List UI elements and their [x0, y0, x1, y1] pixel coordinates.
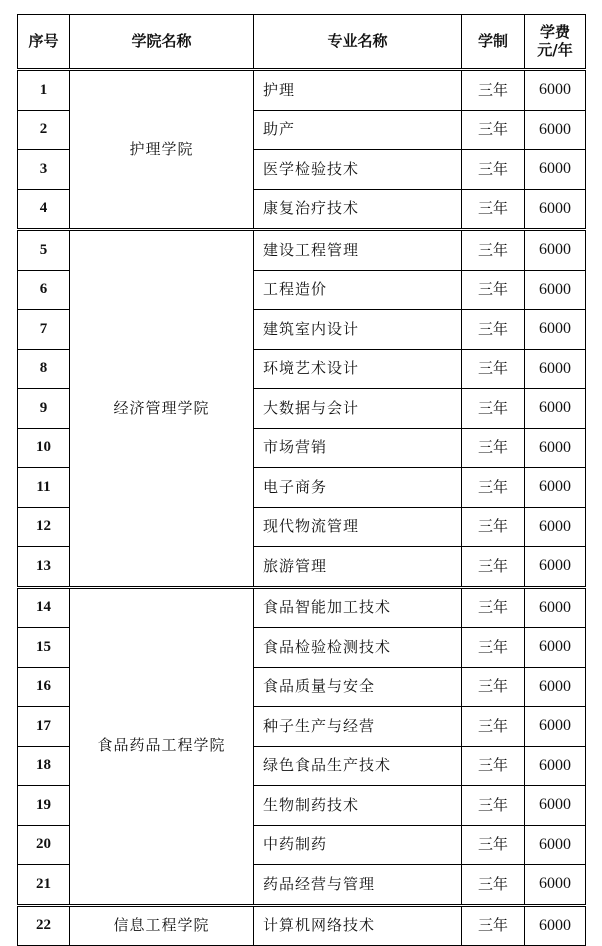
table-row: [18, 905, 586, 946]
fee-cell: 6000: [525, 667, 586, 707]
major-name-cell: 助产: [254, 110, 462, 150]
major-name-cell: 现代物流管理: [254, 507, 462, 547]
major-name-cell: 医学检验技术: [254, 150, 462, 190]
row-index: 21: [18, 865, 70, 906]
major-name-cell: 环境艺术设计: [254, 349, 462, 389]
table-body: [18, 70, 586, 946]
college-name-cell: 食品药品工程学院: [70, 587, 254, 905]
major-name-cell: 种子生产与经营: [254, 707, 462, 747]
major-name-cell: 计算机网络技术: [254, 905, 462, 946]
major-name-cell: 药品经营与管理: [254, 865, 462, 906]
duration-cell: 三年: [462, 628, 525, 668]
table-header-row: [18, 15, 586, 70]
duration-cell: 三年: [462, 110, 525, 150]
row-index: 22: [18, 905, 70, 946]
fee-cell: 6000: [525, 468, 586, 508]
duration-cell: 三年: [462, 825, 525, 865]
fee-cell: 6000: [525, 507, 586, 547]
row-index: 19: [18, 786, 70, 826]
major-name-cell: 康复治疗技术: [254, 189, 462, 230]
duration-cell: 三年: [462, 865, 525, 906]
duration-cell: 三年: [462, 507, 525, 547]
fee-cell: 6000: [525, 310, 586, 350]
fee-cell: 6000: [525, 70, 586, 111]
duration-cell: 三年: [462, 189, 525, 230]
major-name-cell: 电子商务: [254, 468, 462, 508]
tuition-table: [17, 14, 586, 946]
major-name-cell: 食品智能加工技术: [254, 587, 462, 628]
duration-cell: 三年: [462, 547, 525, 588]
duration-cell: 三年: [462, 667, 525, 707]
major-name-cell: 生物制药技术: [254, 786, 462, 826]
row-index: 10: [18, 428, 70, 468]
header-fee-line1: 学费: [539, 23, 570, 42]
row-index: 9: [18, 389, 70, 429]
college-name-cell: 护理学院: [70, 70, 254, 230]
major-name-cell: 绿色食品生产技术: [254, 746, 462, 786]
college-name-cell: 信息工程学院: [70, 905, 254, 946]
row-index: 7: [18, 310, 70, 350]
header-index: 序号: [18, 15, 70, 70]
duration-cell: 三年: [462, 70, 525, 111]
fee-cell: 6000: [525, 746, 586, 786]
row-index: 6: [18, 270, 70, 310]
fee-cell: 6000: [525, 547, 586, 588]
row-index: 11: [18, 468, 70, 508]
major-name-cell: 食品质量与安全: [254, 667, 462, 707]
row-index: 12: [18, 507, 70, 547]
fee-cell: 6000: [525, 349, 586, 389]
major-name-cell: 建设工程管理: [254, 230, 462, 271]
major-name-cell: 护理: [254, 70, 462, 111]
header-college: 学院名称: [70, 15, 254, 70]
row-index: 16: [18, 667, 70, 707]
header-fee: [525, 15, 586, 70]
college-name-cell: 经济管理学院: [70, 230, 254, 588]
duration-cell: 三年: [462, 230, 525, 271]
fee-cell: 6000: [525, 389, 586, 429]
duration-cell: 三年: [462, 707, 525, 747]
fee-cell: 6000: [525, 270, 586, 310]
fee-cell: 6000: [525, 150, 586, 190]
table-row: [18, 587, 586, 628]
table-row: [18, 70, 586, 111]
duration-cell: 三年: [462, 746, 525, 786]
row-index: 1: [18, 70, 70, 111]
row-index: 8: [18, 349, 70, 389]
duration-cell: 三年: [462, 150, 525, 190]
row-index: 2: [18, 110, 70, 150]
tuition-table-container: [17, 14, 586, 946]
duration-cell: 三年: [462, 349, 525, 389]
fee-cell: 6000: [525, 865, 586, 906]
fee-cell: 6000: [525, 189, 586, 230]
duration-cell: 三年: [462, 270, 525, 310]
fee-cell: 6000: [525, 230, 586, 271]
fee-cell: 6000: [525, 587, 586, 628]
header-duration: 学制: [462, 15, 525, 70]
duration-cell: 三年: [462, 905, 525, 946]
row-index: 5: [18, 230, 70, 271]
duration-cell: 三年: [462, 428, 525, 468]
major-name-cell: 旅游管理: [254, 547, 462, 588]
major-name-cell: 建筑室内设计: [254, 310, 462, 350]
major-name-cell: 食品检验检测技术: [254, 628, 462, 668]
row-index: 13: [18, 547, 70, 588]
major-name-cell: 工程造价: [254, 270, 462, 310]
header-fee-line2: 元/年: [537, 40, 573, 59]
fee-cell: 6000: [525, 628, 586, 668]
row-index: 20: [18, 825, 70, 865]
row-index: 17: [18, 707, 70, 747]
fee-cell: 6000: [525, 110, 586, 150]
major-name-cell: 中药制药: [254, 825, 462, 865]
fee-cell: 6000: [525, 707, 586, 747]
duration-cell: 三年: [462, 587, 525, 628]
fee-cell: 6000: [525, 786, 586, 826]
fee-cell: 6000: [525, 428, 586, 468]
row-index: 14: [18, 587, 70, 628]
table-row: [18, 230, 586, 271]
duration-cell: 三年: [462, 786, 525, 826]
duration-cell: 三年: [462, 468, 525, 508]
row-index: 18: [18, 746, 70, 786]
major-name-cell: 大数据与会计: [254, 389, 462, 429]
header-major: 专业名称: [254, 15, 462, 70]
major-name-cell: 市场营销: [254, 428, 462, 468]
fee-cell: 6000: [525, 825, 586, 865]
fee-cell: 6000: [525, 905, 586, 946]
row-index: 15: [18, 628, 70, 668]
row-index: 3: [18, 150, 70, 190]
duration-cell: 三年: [462, 389, 525, 429]
row-index: 4: [18, 189, 70, 230]
duration-cell: 三年: [462, 310, 525, 350]
